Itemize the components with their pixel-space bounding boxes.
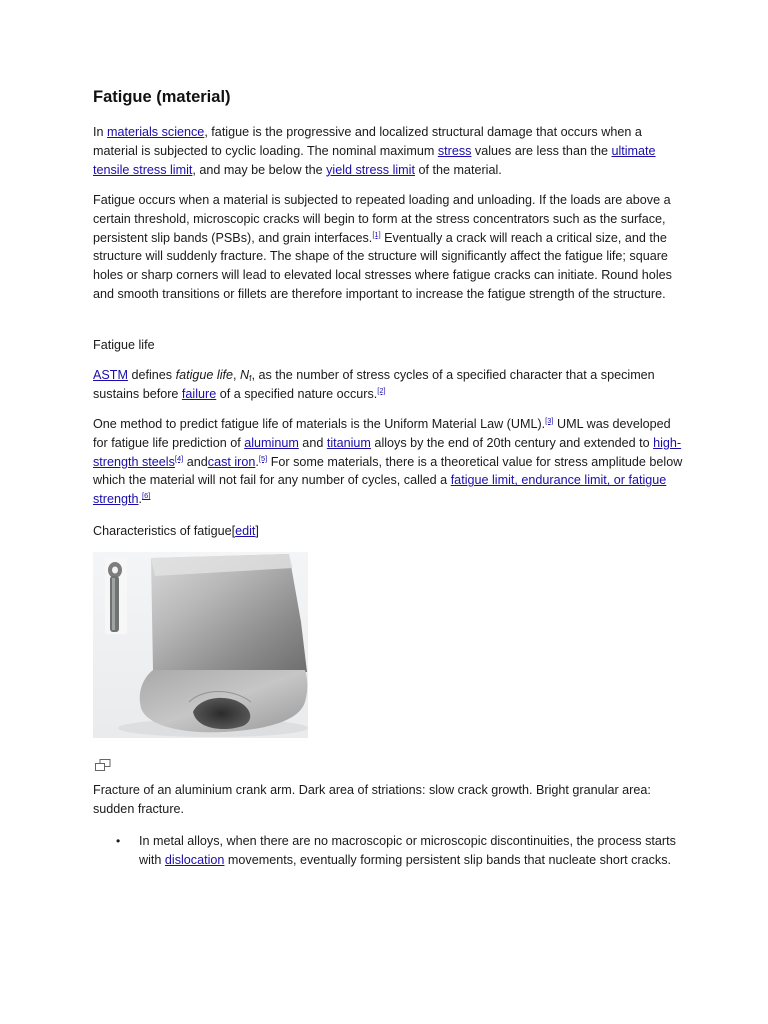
- link-ultimate-tensile-stress-limit[interactable]: ultimate tensile stress limit: [93, 143, 656, 177]
- text: For some materials, there is a theoretical value for stress amplitude below which the material will not fail for any number of cycles, called a: [93, 454, 683, 488]
- citation-link[interactable]: [5]: [258, 453, 268, 463]
- text: and: [298, 435, 327, 450]
- citation-link[interactable]: [4]: [174, 453, 184, 463]
- figure-caption: Fracture of an aluminium crank arm. Dark area of striations: slow crack growth. Bright granular area: sudden fracture.: [93, 783, 651, 816]
- text: Eventually a crack will reach a critical size, and the structure will suddenly fracture. The shape of the structure will significantly affect the fatigue life; square holes or sharp corners will lead to elevated local stresses where fatigue cracks can initiate. Round holes and smooth transitions or fillets are therefore important to increase the fatigue strength of the structure.: [93, 230, 672, 301]
- fractured-crank-arm-photo[interactable]: [93, 552, 308, 738]
- link-failure[interactable]: failure: [181, 386, 217, 401]
- text: and: [183, 454, 208, 469]
- link-aluminum[interactable]: aluminum: [244, 435, 299, 450]
- citation-link[interactable]: [3]: [545, 416, 554, 425]
- enlarge-icon[interactable]: [95, 759, 111, 771]
- page-title: Fatigue (material): [93, 88, 231, 106]
- citation-5[interactable]: [259, 454, 267, 463]
- text: One method to predict fatigue life of materials is the Uniform Material Law (UML).: [93, 417, 546, 431]
- text: , and may be below the: [192, 162, 327, 177]
- link-stress[interactable]: stress: [437, 143, 472, 158]
- citation-4[interactable]: [175, 454, 183, 463]
- citation-6[interactable]: [142, 491, 150, 500]
- link-high-strength-steels[interactable]: high-strength steels: [93, 435, 682, 469]
- text: In metal alloys, when there are no macroscopic or microscopic discontinuities, the process starts with: [139, 834, 676, 867]
- citation-link[interactable]: [6]: [142, 491, 151, 501]
- text: ,: [233, 368, 241, 382]
- text: Fatigue occurs when a material is subjected to repeated loading and unloading. If the loads are above a certain threshold, microscopic cracks will begin to form at the stress concentrators such as the surface, persistent slip bands (PSBs), and grain interfaces.: [93, 193, 671, 245]
- uml-paragraph: [93, 415, 683, 509]
- text: UML was developed for fatigue life prediction of: [93, 417, 671, 450]
- text: of the material.: [414, 162, 502, 177]
- edit-link[interactable]: edit: [235, 524, 256, 538]
- link-fatigue-limit[interactable]: fatigue limit, endurance limit, or fatigue strength: [93, 473, 667, 507]
- text: values are less than the: [471, 143, 612, 158]
- subscript: f: [249, 373, 252, 383]
- citation-2[interactable]: [377, 386, 385, 395]
- text: .: [255, 454, 259, 469]
- link-cast-iron[interactable]: cast iron: [207, 454, 256, 469]
- citation-3[interactable]: [545, 416, 553, 425]
- citation-link[interactable]: [2]: [377, 385, 386, 395]
- heading-text: Characteristics of fatigue[: [93, 524, 236, 538]
- section-heading-fatigue-life: Fatigue life: [93, 338, 155, 352]
- text: , as the number of stress cycles of a specified character that a specimen sustains before: [93, 368, 655, 401]
- text: defines: [127, 368, 176, 382]
- italic-symbol: N: [240, 368, 250, 382]
- text: alloys by the end of 20th century and extended to: [370, 435, 654, 450]
- text: In: [93, 125, 108, 139]
- text: of a specified nature occurs.: [216, 386, 378, 401]
- bullet-marker: •: [116, 834, 121, 848]
- section-heading-characteristics: [93, 522, 259, 541]
- italic-term: fatigue life: [175, 368, 234, 382]
- text: .: [138, 492, 143, 507]
- link-titanium[interactable]: titanium: [326, 435, 371, 450]
- small-inset-photo: [105, 558, 127, 634]
- link-materials-science[interactable]: materials science: [107, 125, 205, 139]
- heading-bracket: ]: [255, 524, 259, 538]
- citation-link[interactable]: [1]: [372, 229, 381, 239]
- link-dislocation[interactable]: dislocation: [164, 852, 225, 867]
- text: , fatigue is the progressive and localized structural damage that occurs when a material is subjected to cyclic loading. The nominal maximum: [93, 125, 642, 158]
- link-astm[interactable]: ASTM: [93, 368, 128, 382]
- list-item: [139, 832, 683, 870]
- fatigue-life-paragraph: [93, 366, 683, 404]
- citation-1[interactable]: [372, 230, 380, 239]
- link-yield-stress-limit[interactable]: yield stress limit: [326, 162, 415, 177]
- text: movements, eventually forming persistent slip bands that nucleate short cracks.: [224, 852, 672, 867]
- fatigue-occurrence-paragraph: [93, 191, 683, 304]
- photo-illustration: [93, 552, 308, 738]
- intro-paragraph: [93, 123, 683, 179]
